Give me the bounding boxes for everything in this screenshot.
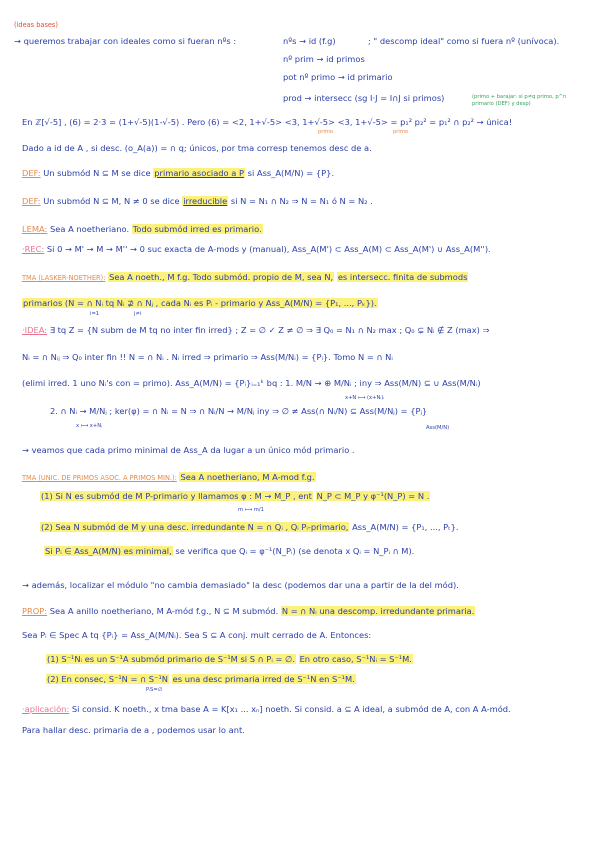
application-text: Si consid. K noeth., x tma base A = K[x₁ ... xₙ] noeth. Si consid. a ⊆ A ideal, a submód de A, con A A-mód. — [71, 704, 511, 714]
definition-primario — [22, 168, 334, 179]
example-line: En ℤ[√-5] , (6) = 2·3 = (1+√-5)(1-√-5) . Pero (6) = <2, 1+√-5> <3, 1+√-5> <3, 1+√-5> = p₁² p₂² = p₁² ∩ p₂² → única! — [22, 117, 513, 127]
recall — [22, 244, 491, 255]
recall-tag: ·REC: — [22, 244, 45, 254]
paragraph-dado: Dado a id de A , si desc. (o_A(a)) = ∩ q; únicos, por tma corresp tenemos desc de a. — [22, 143, 372, 153]
theorem-text-cont: es intersecc. finita de submods — [337, 272, 468, 282]
definition-irreducible — [22, 196, 373, 207]
item-text-cont: es una desc primaria irred de S⁻¹N en S⁻¹M. — [172, 674, 355, 684]
proposition-text: Sea A anillo noetheriano, M A-mód f.g., N ⊆ M submód. — [49, 606, 279, 616]
item-text: Si Pᵢ ∈ Ass_A(M/N) es minimal, — [45, 546, 172, 556]
recall-text: Si 0 → M' → M → M'' → 0 suc exacta de A-mods y (manual), Ass_A(M') ⊂ Ass_A(M) ⊂ Ass_A(M') ∪ Ass_A(M''). — [46, 244, 491, 254]
subscript: i=1 — [90, 311, 100, 317]
lasker-noether-line-1 — [22, 272, 468, 284]
intro-line-1a: → queremos trabajar con ideales como si fueran nºs : — [14, 36, 237, 46]
proposition-tag: PROP: — [22, 606, 48, 616]
localization-map-label: m ⟼ m/1 — [238, 507, 264, 513]
theorem-text-line2: primarios (N = ∩ Nᵢ tq Nᵢ ⊉ ∩ Nⱼ , cada Nᵢ es Pᵢ - primario y Ass_A(M/N) = {P₁, ..., Pₖ}). — [23, 298, 377, 308]
application-tag: ·aplicación: — [22, 704, 70, 714]
idea-line-3: (elimi irred. 1 uno Nᵢ's con = primo). Ass_A(M/N) = {Pᵢ}ᵢ₌₁ᵏ bq : 1. M/N → ⊕ M/Nᵢ ; iny ⇒ Ass(M/N) ⊆ ∪ Ass(M/Nᵢ) — [22, 378, 481, 388]
item-text: (2) Sea N submód de M y una desc. irredundante N = ∩ Qᵢ , Qᵢ Pᵢ-primario, — [41, 522, 349, 532]
proposition-line-2: Sea Pᵢ ∈ Spec A tq {Pᵢ} = Ass_A(M/Nᵢ). Sea S ⊆ A conj. mult cerrado de A. Entonces: — [22, 630, 372, 640]
header-tag: (ideas bases) — [14, 21, 58, 29]
lemma-tag: LEMA: — [22, 224, 48, 234]
note-localization: → además, localizar el módulo "no cambia demasiado" la desc (podemos dar una a partir de la del mód). — [22, 580, 459, 590]
idea-map-label: x+N ⟼ (x+Nᵢ)ᵢ — [345, 395, 385, 401]
item-text: (2) En consec, S⁻¹N = ∩ S⁻¹N — [47, 674, 168, 684]
unicity-item-2 — [40, 522, 459, 533]
unicity-item-1 — [40, 491, 430, 502]
example-label-primo-2: primo — [393, 129, 409, 135]
proposition-item-1 — [46, 654, 413, 665]
proposition-subscript: PᵢS=∅ — [146, 687, 163, 693]
definition-condition: si N = N₁ ∩ N₂ ⇒ N = N₁ ó N = N₂ . — [230, 196, 373, 206]
item-text-cont: En otro caso, S⁻¹Nᵢ = S⁻¹M. — [299, 654, 412, 664]
theorem-text: Sea A noeth., M f.g. Todo submód. propio de M, sea N, — [109, 272, 334, 282]
intro-line-3: pot nº primo → id primario — [283, 72, 393, 82]
proposition-item-2 — [46, 674, 356, 685]
idea-tag: ·IDEA: — [22, 325, 48, 335]
idea-ass-label: Ass(M/N) — [426, 425, 450, 431]
theorem-text: Sea A noetheriano, M A-mod f.g. — [180, 472, 315, 482]
lemma-text: Sea A noetheriano. — [50, 224, 130, 234]
item-text: (1) S⁻¹Nᵢ es un S⁻¹A submód primario de S⁻¹M si S ∩ Pᵢ = ∅. — [47, 654, 295, 664]
definition-text: Un submód N ⊆ M, N ≠ 0 se dice — [43, 196, 180, 206]
proposition-line-1 — [22, 606, 475, 617]
subscript: j≠i — [134, 311, 142, 317]
theorem-tag: TMA (LASKER-NOETHER): — [22, 274, 106, 282]
definition-term: primario asociado a P — [154, 168, 244, 178]
note-minimal-primes: → veamos que cada primo minimal de Ass_A da lugar a un único mód primario . — [22, 445, 355, 455]
intro-line-1b: nºs → id (f.g) — [283, 36, 336, 46]
idea-line-2: Nᵢ = ∩ Nᵢⱼ ⇒ Q₀ inter fin !! N = ∩ Nᵢ . Nᵢ irred ⇒ primario ⇒ Ass(M/Nᵢ) = {Pᵢ}. Tomo N = ∩ Nᵢ — [22, 352, 393, 362]
item-text-cont: N_P ⊂ M_P y φ⁻¹(N_P) = N . — [316, 491, 430, 501]
lasker-noether-line-2 — [22, 298, 378, 309]
item-text: (1) Si N es submód de M P-primario y llamamos φ : M → M_P , ent — [41, 491, 312, 501]
idea-map-label-2: x ⟼ x+Nⱼ — [76, 423, 103, 429]
example-label-primo-1: primo — [318, 129, 334, 135]
definition-term: irreducible — [183, 196, 228, 206]
lemma-statement: Todo submód irred es primario. — [132, 224, 262, 234]
idea-line-4: 2. ∩ Nᵢ → M/Nⱼ ; ker(φ) = ∩ Nᵢ = N ⇒ ∩ Nᵢ/N → M/Nⱼ iny ⇒ ∅ ≠ Ass(∩ Nᵢ/N) ⊆ Ass(M/Nⱼ) = {Pⱼ} — [50, 406, 428, 416]
intro-line-4: prod → intersecc (sg I·J = I∩J si primos) — [283, 93, 445, 103]
lemma — [22, 224, 263, 235]
intro-note: (primo + barajar: si p≠q primo, p^n primario (DEF) y desp) — [472, 94, 567, 107]
idea-text: ∃ tq Z = {N subm de M tq no inter fin irred} ; Z = ∅ ✓ Z ≠ ∅ ⇒ ∃ Q₀ = N₁ ∩ N₂ max ; Q₀ ⊊ Nᵢ ∉ Z (max) ⇒ — [49, 325, 490, 335]
application-line-2: Para hallar desc. primaria de a , podemos usar lo ant. — [22, 725, 245, 735]
definition-condition: si Ass_A(M/N) = {P}. — [247, 168, 335, 178]
theorem-tag: TMA (UNIC. DE PRIMOS ASOC. A PRIMOS MIN.): — [22, 474, 177, 482]
item-text-cont: Ass_A(M/N) = {P₁, ..., Pₜ}. — [352, 522, 459, 532]
definition-tag: DEF: — [22, 168, 41, 178]
unicity-theorem-header — [22, 472, 316, 484]
unicity-item-3 — [44, 546, 414, 557]
application-line-1 — [22, 704, 511, 715]
idea-line-1 — [22, 325, 490, 336]
definition-text: Un submód N ⊆ M se dice — [43, 168, 151, 178]
intro-line-2: nº prim → id primos — [283, 54, 365, 64]
proposition-text-highlight: N = ∩ Nᵢ una descomp. irredundante primaria. — [281, 606, 475, 616]
intro-line-1c: ; " descomp ideal" como si fuera nº (unívoca). — [368, 36, 560, 46]
item-text-cont: se verifica que Qᵢ = φ⁻¹(N_Pᵢ) (se denota x Qᵢ = N_Pᵢ ∩ M). — [175, 546, 415, 556]
definition-tag: DEF: — [22, 196, 41, 206]
